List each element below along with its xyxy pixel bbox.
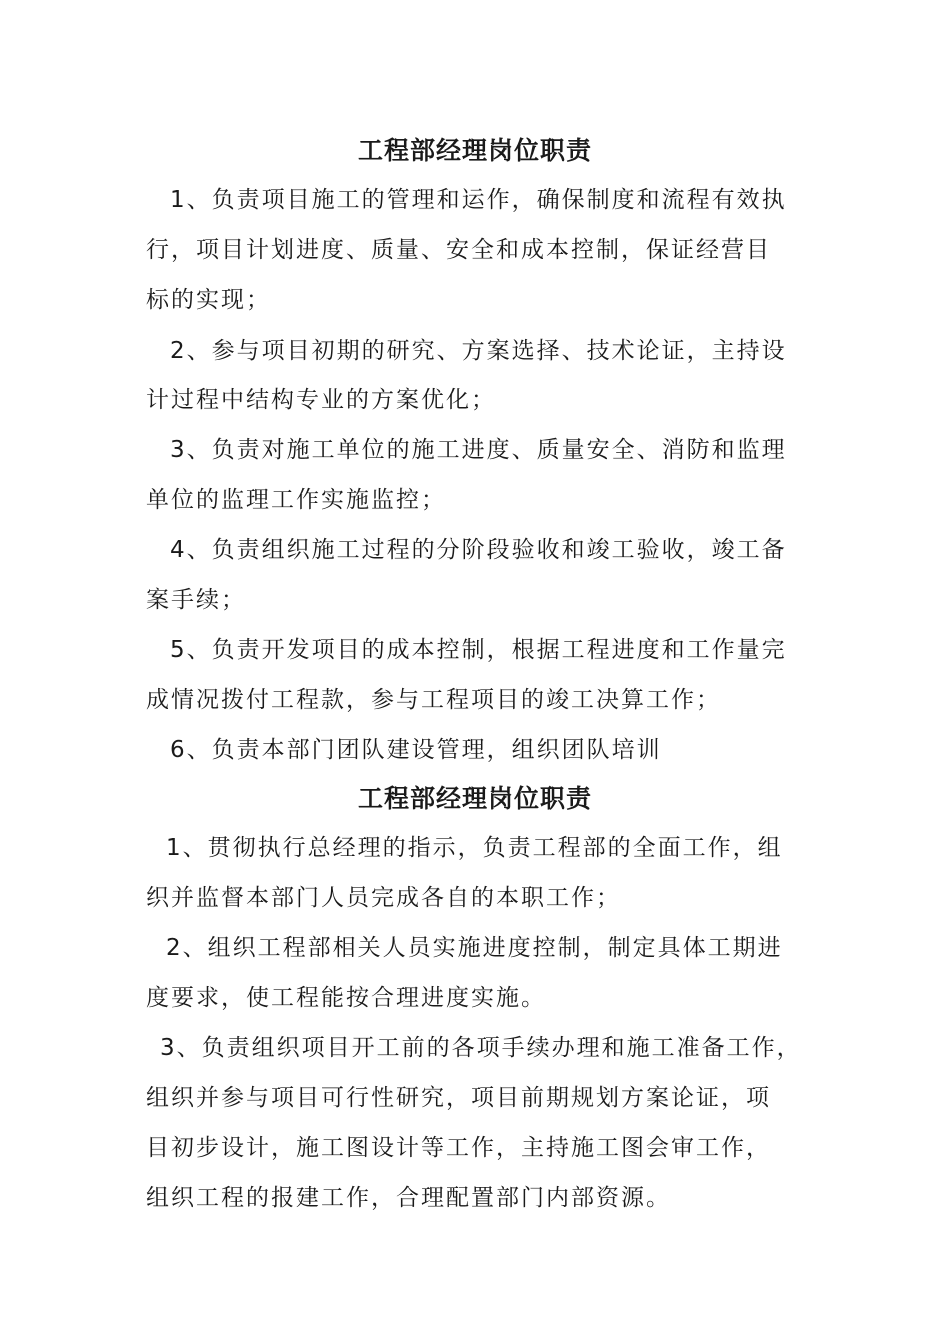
section-2-title: 工程部经理岗位职责 [357,784,592,813]
section-1-line-4: 2、参与项目初期的研究、方案选择、技术论证，主持设 [170,338,787,364]
section-2-line-5: 3、负责组织项目开工前的各项手续办理和施工准备工作， [160,1035,802,1061]
section-1-line-8: 4、负责组织施工过程的分阶段验收和竣工验收，竣工备 [170,537,787,563]
section-1-line-9: 案手续； [146,587,246,613]
section-2-line-4: 度要求，使工程能按合理进度实施。 [146,985,546,1011]
section-1-line-5: 计过程中结构专业的方案优化； [146,387,496,413]
section-1-line-12: 6、负责本部门团队建设管理，组织团队培训 [170,737,662,763]
section-2-line-1: 1、贯彻执行总经理的指示，负责工程部的全面工作，组 [166,835,783,861]
section-1-line-3: 标的实现； [146,287,271,313]
section-1-title: 工程部经理岗位职责 [357,136,592,165]
section-1-line-1: 1、负责项目施工的管理和运作，确保制度和流程有效执 [170,187,787,213]
section-1-line-10: 5、负责开发项目的成本控制，根据工程进度和工作量完 [170,637,787,663]
section-1-line-2: 行，项目计划进度、质量、安全和成本控制，保证经营目 [146,237,771,263]
section-2-line-3: 2、组织工程部相关人员实施进度控制，制定具体工期进 [166,935,783,961]
section-2-line-2: 织并监督本部门人员完成各自的本职工作； [146,885,621,911]
section-2-line-6: 组织并参与项目可行性研究，项目前期规划方案论证，项 [146,1085,771,1111]
section-1-line-11: 成情况拨付工程款，参与工程项目的竣工决算工作； [146,687,721,713]
section-1-line-7: 单位的监理工作实施监控； [146,487,446,513]
section-1-line-6: 3、负责对施工单位的施工进度、质量安全、消防和监理 [170,437,787,463]
section-2-line-7: 目初步设计，施工图设计等工作，主持施工图会审工作， [146,1135,771,1161]
section-2-line-8: 组织工程的报建工作，合理配置部门内部资源。 [146,1185,671,1211]
